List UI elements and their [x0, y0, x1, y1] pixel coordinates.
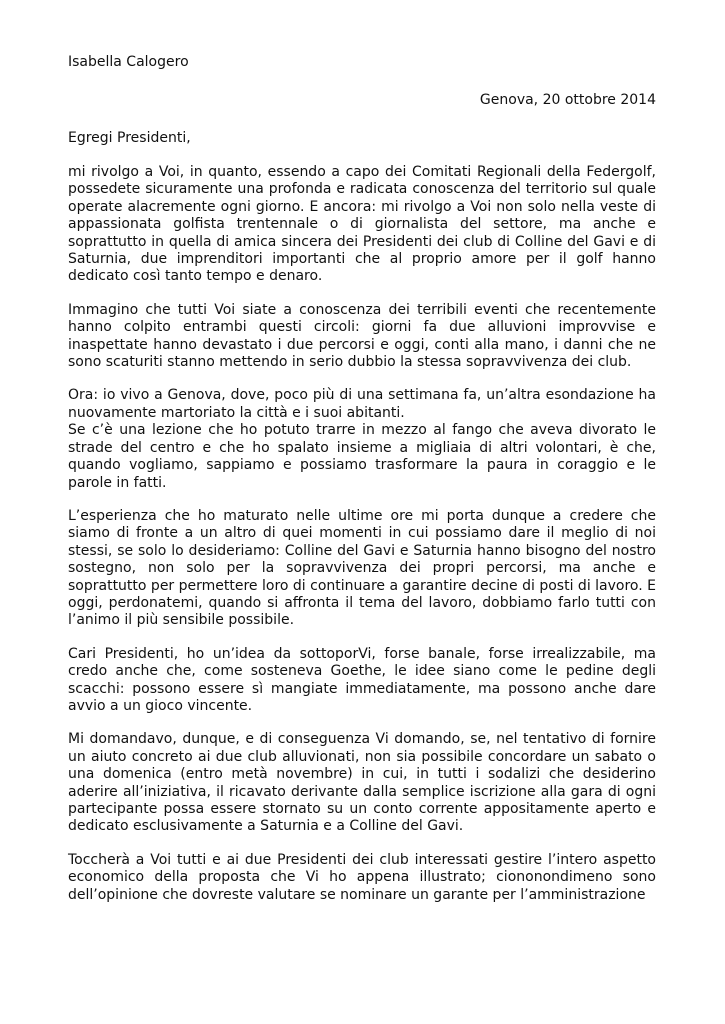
letter-body — [68, 54, 656, 904]
letter-date: Genova, 20 ottobre 2014 — [479, 92, 656, 108]
paragraph-idea: Cari Presidenti, ho un’idea da sottoporVi, forse banale, forse irrealizzabile, ma credo anche che, come sosteneva Goethe, le idee siano come le pedine degli scacchi: possono essere sì mangiate immediatamente, ma possono anche dare avvio a un gioco vincente. — [68, 645, 656, 714]
paragraph-lesson: Se c’è una lezione che ho potuto trarre in mezzo al fango che aveva divorato le strade del centro e che ho spalato insieme a migliaia di altri volontari, è che, quando vogliamo, sappiamo e possiamo trasformare la paura in coraggio e le parole in fatti. — [68, 422, 656, 491]
paragraph-proposal: Mi domandavo, dunque, e di conseguenza Vi domando, se, nel tentativo di fornire un aiuto concreto ai due club alluvionati, non sia possibile concordare un sabato o una domenica (entro metà novembre) in cui, in tutti i sodalizi che desiderino aderire all’iniziativa, il ricavato derivante dalla semplice iscrizione alla gara di ogni partecipante possa essere stornato su un conto corrente appositamente aperto e dedicato esclusivamente a Saturnia e a Colline del Gavi. — [68, 731, 656, 835]
paragraph-introduction: mi rivolgo a Voi, in quanto, essendo a capo dei Comitati Regionali della Federgolf, possedete sicuramente una profonda e radicata conoscenza del territorio sul quale operate alacremente ogni giorno. E ancora: mi rivolgo a Voi non solo nella veste di appassionata golfista trentennale o di giornalista del settore, ma anche e soprattutto in quella di amica sincera dei Presidenti dei club di Colline del Gavi e di Saturnia, due imprenditori importanti che al proprio amore per il golf hanno dedicato così tanto tempo e denaro. — [68, 164, 656, 285]
paragraph-genova: Ora: io vivo a Genova, dove, poco più di una settimana fa, un’altra esondazione ha nuovamente martoriato la città e i suoi abitanti. — [68, 387, 656, 421]
paragraph-management: Toccherà a Voi tutti e ai due Presidenti dei club interessati gestire l’intero aspetto economico della proposta che Vi ho appena illustrato; ciononondimeno sono dell’opinione che dovreste valutare se nominare un garante per l’amministrazione — [68, 851, 656, 903]
paragraph-events: Immagino che tutti Voi siate a conoscenza dei terribili eventi che recentemente hanno colpito entrambi questi circoli: giorni fa due alluvioni improvvise e inaspettate hanno devastato i due percorsi e oggi, conti alla mano, i danni che ne sono scaturiti stanno mettendo in serio dubbio la stessa sopravvivenza dei club. — [68, 301, 656, 371]
salutation: Egregi Presidenti, — [68, 130, 191, 146]
sender-name: Isabella Calogero — [68, 54, 189, 70]
paragraph-experience: L’esperienza che ho maturato nelle ultime ore mi porta dunque a credere che siamo di fronte a un altro di quei momenti in cui possiamo dare il meglio di noi stessi, se solo lo desideriamo: Colline del Gavi e Saturnia hanno bisogno del nostro sostegno, non solo per la sopravvivenza dei propri percorsi, ma anche e soprattutto per permettere loro di continuare a garantire decine di posti di lavoro. E oggi, perdonatemi, quando si affronta il tema del lavoro, dobbiamo farlo tutti con l’animo il più sensibile possibile. — [68, 507, 656, 629]
